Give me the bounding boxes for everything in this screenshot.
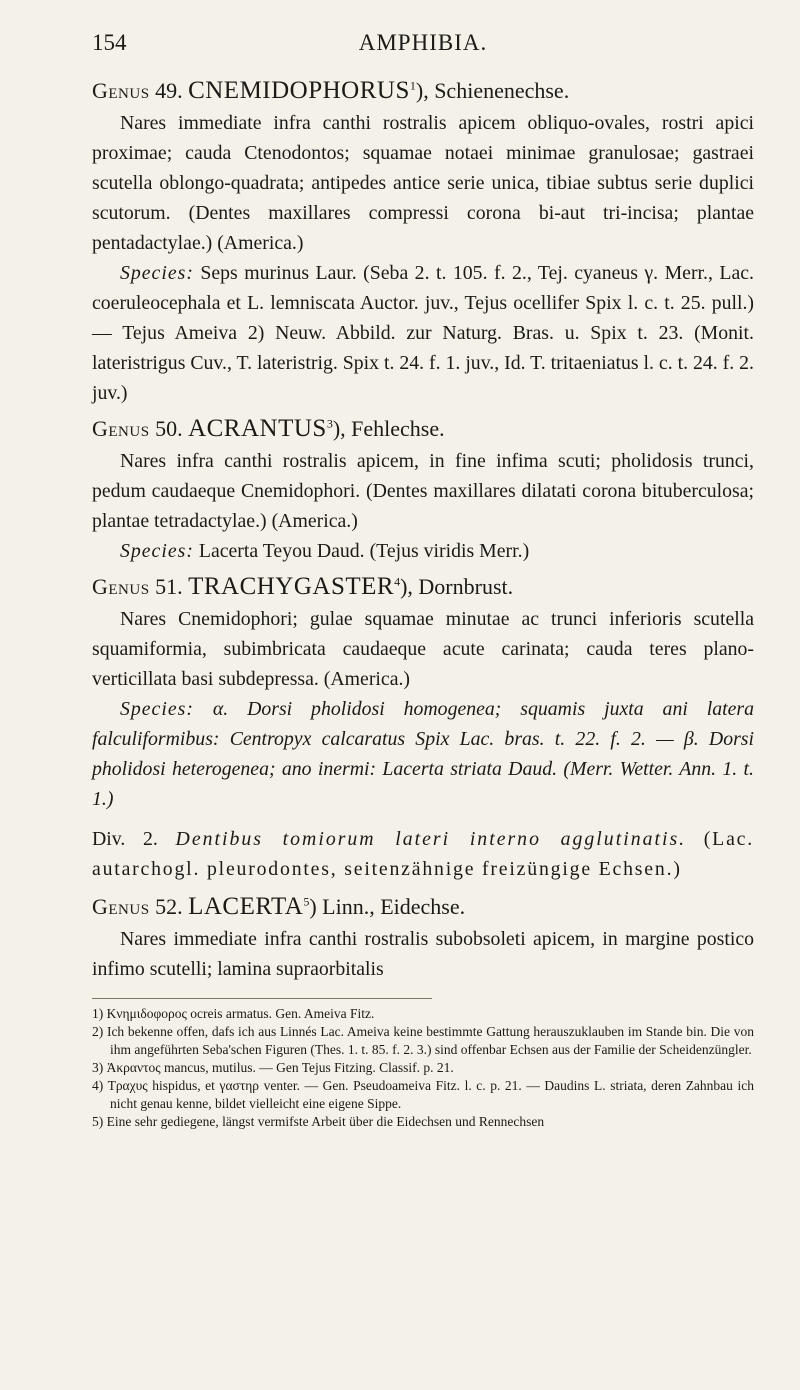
species-text: Seps murinus Laur. (Seba 2. t. 105. f. 2., Tej. cyaneus γ. Merr., Lac. coeruleocephala et L. lemniscata Auctor. juv., Tejus ocellifer Spix l. c. t. 25. pull.) — Tejus Ameiva 2) Neuw. Abbild. zur Naturg. Bras. u. Spix t. 23. (Monit. lateristrigus Cuv., T. lateristrig. Spix t. 24. f. 1. juv., Id. T. tritaeniatus l. c. t. 24. f. 2. juv.) [92,262,754,404]
genus-common-name: ) Linn., Eidechse. [309,894,466,919]
division-label: Div. 2. [92,828,158,850]
footnote-5: 5) Eine sehr gediegene, längst vermifste Arbeit über die Eidechsen und Rennechsen [92,1114,545,1129]
footnote-3: 3) Ἀκραντος mancus, mutilus. — Gen Tejus Fitzing. Classif. p. 21. [92,1060,454,1075]
genus-50-diagnosis: Nares infra canthi rostralis apicem, in fine infima scuti; pholidosis trunci, pedum caudaeque Cnemidophori. (Dentes maxillares dilatati corona bituberculosa; plantae tetradactylae.) (America.) [92,450,754,532]
species-label: Species: [120,262,194,284]
genus-number: 51. [155,574,183,599]
body-text [92,74,754,984]
running-head [92,30,754,70]
species-label: Species: [120,540,194,562]
genus-common-name: ), Fehlechse. [332,416,445,441]
genus-name: CNEMIDOPHORUS [188,77,410,104]
genus-50-heading [92,412,754,446]
genus-49-diagnosis: Nares immediate infra canthi rostralis apicem obliquo-ovales, rostri apici proximae; cauda Ctenodontos; squamae notaei minimae granulosae; gastraei scutella oblongo-quadrata; antipedes antice serie unica, tibiae subtus serie duplici scutorum. (Dentes maxillares compressi corona bi-aut tri-incisa; plantae pentadactylae.) (America.) [92,112,754,254]
species-text: Lacerta Teyou Daud. (Tejus viridis Merr.) [198,540,530,562]
genus-number: 52. [155,894,183,919]
page [92,30,754,1131]
footnote-4: 4) Τραχυς hispidus, et γαστηρ venter. — Gen. Pseudoameiva Fitz. l. c. p. 21. — Daudins L. striata, deren Zahnbau ich nicht genau kenne, bildet vielleicht eine eigene Sippe. [92,1078,754,1111]
footnote-marker: 5 [303,894,310,909]
genus-label: Genus [92,894,150,919]
genus-number: 50. [155,416,183,441]
genus-number: 49. [155,78,183,103]
footnote-2: 2) Ich bekenne offen, dafs ich aus Linnés Lac. Ameiva keine bestimmte Gattung herauszuklauben im Stande bin. Die von ihm angeführten Seba'schen Figuren (Thes. 1. t. 85. f. 2. 3.) sind offenbar Echsen aus der Familie der Scheidenzüngler. [92,1024,754,1057]
footnote-marker: 4 [394,574,401,589]
division-2-heading [92,824,754,884]
genus-label: Genus [92,416,150,441]
footnotes [92,1005,754,1131]
footnote-rule [92,998,432,999]
genus-52-heading [92,890,754,924]
page-number: 154 [92,30,127,55]
genus-51-heading [92,570,754,604]
division-title: Dentibus tomiorum lateri interno agglutinatis. [175,828,687,850]
genus-name: LACERTA [188,893,304,920]
genus-common-name: ), Dornbrust. [400,574,514,599]
running-title: AMPHIBIA. [358,30,488,55]
genus-name: TRACHYGASTER [188,573,395,600]
genus-label: Genus [92,78,150,103]
genus-51-diagnosis: Nares Cnemidophori; gulae squamae minutae ac trunci inferioris scutella squamiformia, subimbricata caudaeque acute carinata; cauda teres plano-verticillata basi subdepressa. (America.) [92,608,754,690]
genus-52-diagnosis: Nares immediate infra canthi rostralis subobsoleti apicem, in margine postico infimo scutelli; lamina supraorbitalis [92,928,754,980]
species-label: Species: [120,698,194,720]
genus-50-species [92,536,754,566]
genus-label: Genus [92,574,150,599]
species-text: α. Dorsi pholidosi homogenea; squamis juxta ani latera falculiformibus: Centropyx calcaratus Spix Lac. bras. t. 22. f. 2. — β. Dorsi pholidosi heterogenea; ano inermi: Lacerta striata Daud. (Merr. Wetter. Ann. 1. t. 1.) [92,698,754,810]
genus-49-heading [92,74,754,108]
footnote-marker: 3 [326,416,333,431]
genus-name: ACRANTUS [188,415,327,442]
footnote-marker: 1 [409,78,416,93]
genus-49-species [92,258,754,408]
footnote-1: 1) Κνημιδοφορος ocreis armatus. Gen. Ameiva Fitz. [92,1006,375,1021]
genus-51-species [92,694,754,814]
genus-common-name: ), Schienenechse. [415,78,570,103]
division-gloss: (Lac. autarchogl. pleurodontes, seitenzähnige freizüngige Echsen.) [92,828,754,880]
